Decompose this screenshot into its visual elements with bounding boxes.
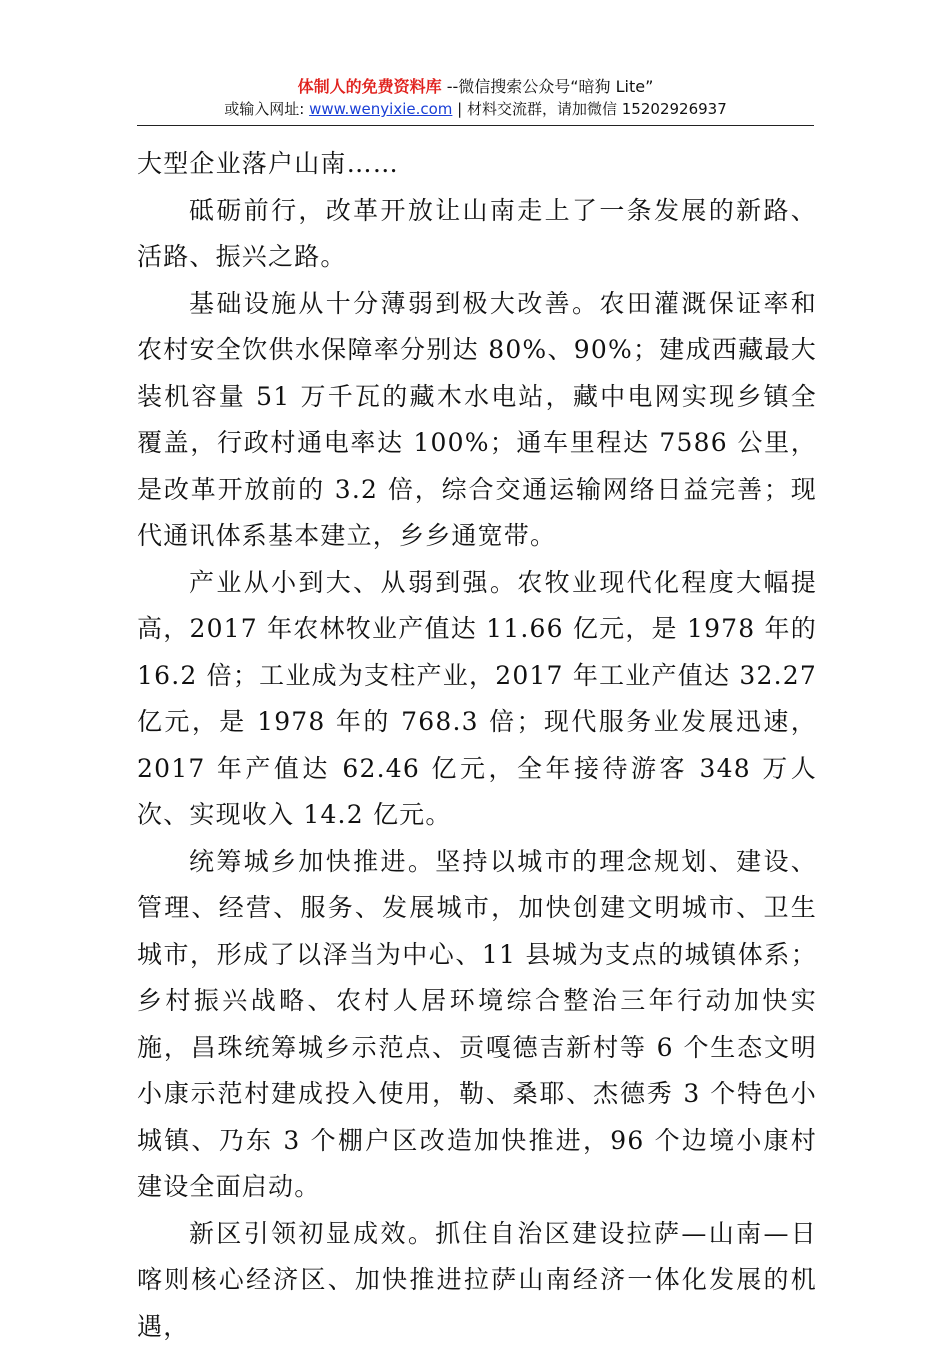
contact-info: | 材料交流群，请加微信 15202926937 xyxy=(452,100,726,118)
header-line-2 xyxy=(137,98,814,120)
url-prefix: 或输入网址: xyxy=(224,100,309,118)
website-link[interactable]: www.wenyixie.com xyxy=(309,100,452,118)
body-paragraph: 新区引领初显成效。抓住自治区建设拉萨—山南—日喀则核心经济区、加快推进拉萨山南经济一体化发展的机遇， xyxy=(137,1211,817,1350)
header-divider xyxy=(137,125,814,126)
document-header xyxy=(137,76,814,120)
document-body xyxy=(137,141,817,1350)
header-tagline: --微信搜索公众号“暗狗 Lite” xyxy=(442,77,654,96)
header-line-1 xyxy=(137,76,814,98)
body-paragraph: 产业从小到大、从弱到强。农牧业现代化程度大幅提高，2017 年农林牧业产值达 11.66 亿元，是 1978 年的 16.2 倍；工业成为支柱产业，2017 年工业产值达 32.27 亿元，是 1978 年的 768.3 倍；现代服务业发展迅速，2017 年产值达 62.46 亿元，全年接待游客 348 万人次、实现收入 14.2 亿元。 xyxy=(137,560,817,839)
body-paragraph: 砥砺前行，改革开放让山南走上了一条发展的新路、活路、振兴之路。 xyxy=(137,188,817,281)
body-paragraph: 大型企业落户山南…… xyxy=(137,141,817,188)
body-paragraph: 统筹城乡加快推进。坚持以城市的理念规划、建设、管理、经营、服务、发展城市，加快创建文明城市、卫生城市，形成了以泽当为中心、11 县城为支点的城镇体系；乡村振兴战略、农村人居环境综合整治三年行动加快实施，昌珠统筹城乡示范点、贡嘎德吉新村等 6 个生态文明小康示范村建成投入使用，勒、桑耶、杰德秀 3 个特色小城镇、乃东 3 个棚户区改造加快推进，96 个边境小康村建设全面启动。 xyxy=(137,839,817,1211)
brand-title: 体制人的免费资料库 xyxy=(298,77,442,96)
body-paragraph: 基础设施从十分薄弱到极大改善。农田灌溉保证率和农村安全饮供水保障率分别达 80%、90%；建成西藏最大装机容量 51 万千瓦的藏木水电站，藏中电网实现乡镇全覆盖，行政村通电率达 100%；通车里程达 7586 公里，是改革开放前的 3.2 倍，综合交通运输网络日益完善；现代通讯体系基本建立，乡乡通宽带。 xyxy=(137,281,817,560)
